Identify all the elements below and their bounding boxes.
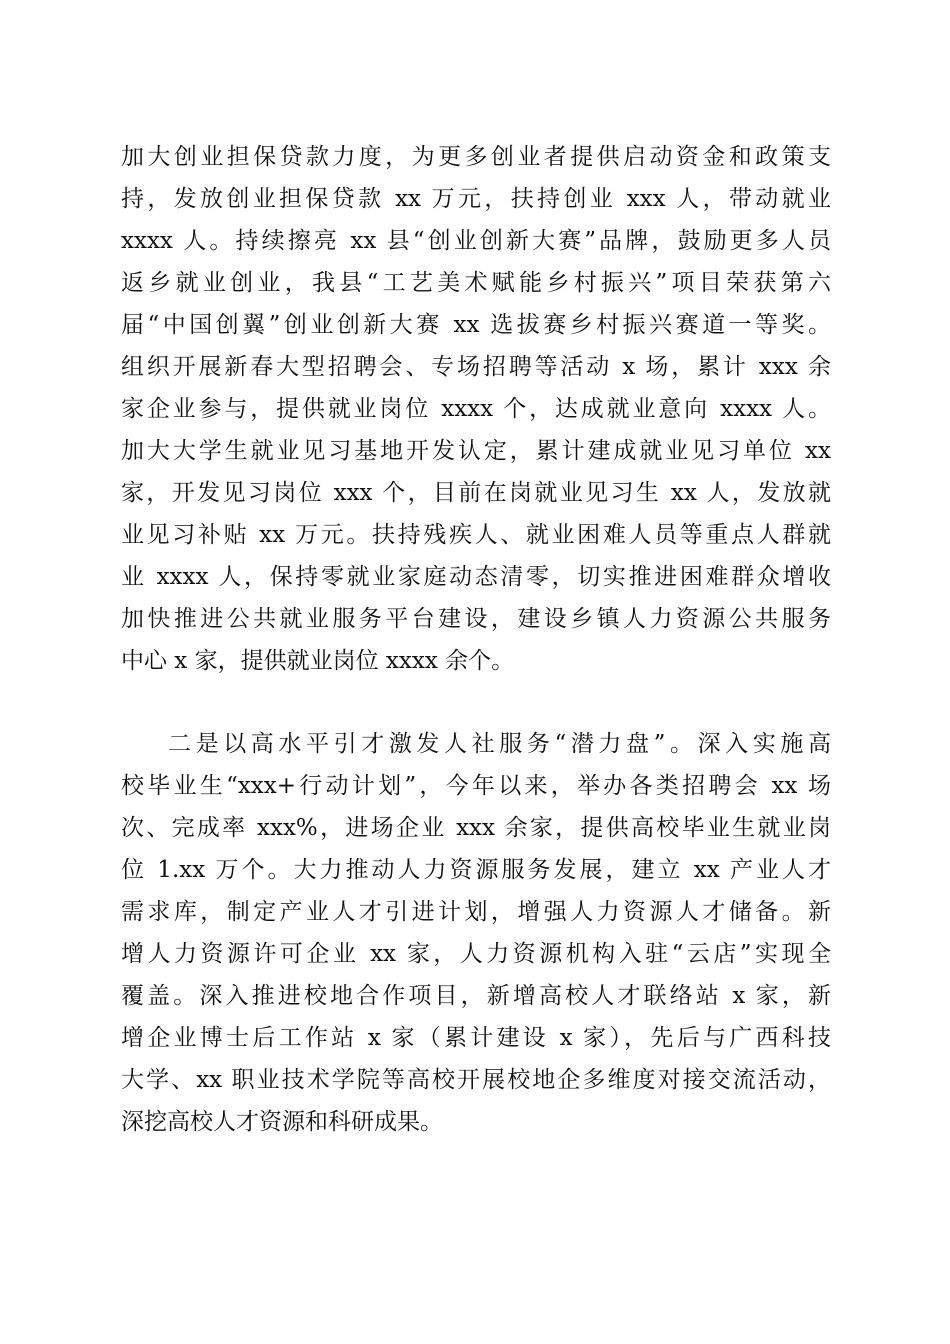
text-line: 次、完成率 xxx%，进场企业 xxx 余家，提供高校毕业生就业岗 bbox=[121, 815, 831, 841]
text-line: xxxx 人。持续擦亮 xx 县“创业创新大赛”品牌，鼓励更多人员 bbox=[121, 228, 831, 254]
text-line: 家企业参与，提供就业岗位 xxxx 个，达成就业意向 xxxx 人。 bbox=[121, 396, 831, 422]
text-line: 届“中国创翼”创业创新大赛 xx 选拔赛乡村振兴赛道一等奖。 bbox=[121, 312, 831, 338]
text-line: 返乡就业创业，我县“工艺美术赋能乡村振兴”项目荣获第六 bbox=[121, 270, 831, 296]
text-line: 中心 x 家，提供就业岗位 xxxx 余个。 bbox=[121, 648, 515, 674]
text-line: 持，发放创业担保贷款 xx 万元，扶持创业 xxx 人，带动就业 bbox=[121, 186, 831, 212]
text-line: 位 1.xx 万个。大力推动人力资源服务发展，建立 xx 产业人才 bbox=[121, 857, 831, 883]
text-line: 深挖高校人才资源和科研成果。 bbox=[121, 1109, 443, 1135]
paragraph-lead-line: 二是以高水平引才激发人社服务“潜力盘”。深入实施高 bbox=[168, 731, 831, 757]
text-line: 家，开发见习岗位 xxx 个，目前在岗就业见习生 xx 人，发放就 bbox=[121, 480, 831, 506]
text-line: 覆盖。深入推进校地合作项目，新增高校人才联络站 x 家，新 bbox=[121, 983, 831, 1009]
text-line: 加大创业担保贷款力度，为更多创业者提供启动资金和政策支 bbox=[121, 144, 831, 170]
text-line: 校毕业生“xxx+行动计划”，今年以来，举办各类招聘会 xx 场 bbox=[121, 773, 831, 799]
text-line: 业见习补贴 xx 万元。扶持残疾人、就业困难人员等重点人群就 bbox=[121, 522, 831, 548]
text-line: 加大大学生就业见习基地开发认定，累计建成就业见习单位 xx bbox=[121, 438, 831, 464]
text-line: 大学、xx 职业技术学院等高校开展校地企多维度对接交流活动， bbox=[121, 1067, 831, 1093]
text-line: 业 xxxx 人，保持零就业家庭动态清零，切实推进困难群众增收 bbox=[121, 564, 831, 590]
text-line: 增人力资源许可企业 xx 家，人力资源机构入驻“云店”实现全 bbox=[121, 941, 831, 967]
text-line: 组织开展新春大型招聘会、专场招聘等活动 x 场，累计 xxx 余 bbox=[121, 354, 831, 380]
text-line: 加快推进公共就业服务平台建设，建设乡镇人力资源公共服务 bbox=[121, 606, 831, 632]
text-line: 增企业博士后工作站 x 家（累计建设 x 家），先后与广西科技 bbox=[121, 1025, 831, 1051]
text-line: 需求库，制定产业人才引进计划，增强人力资源人才储备。新 bbox=[121, 899, 831, 925]
